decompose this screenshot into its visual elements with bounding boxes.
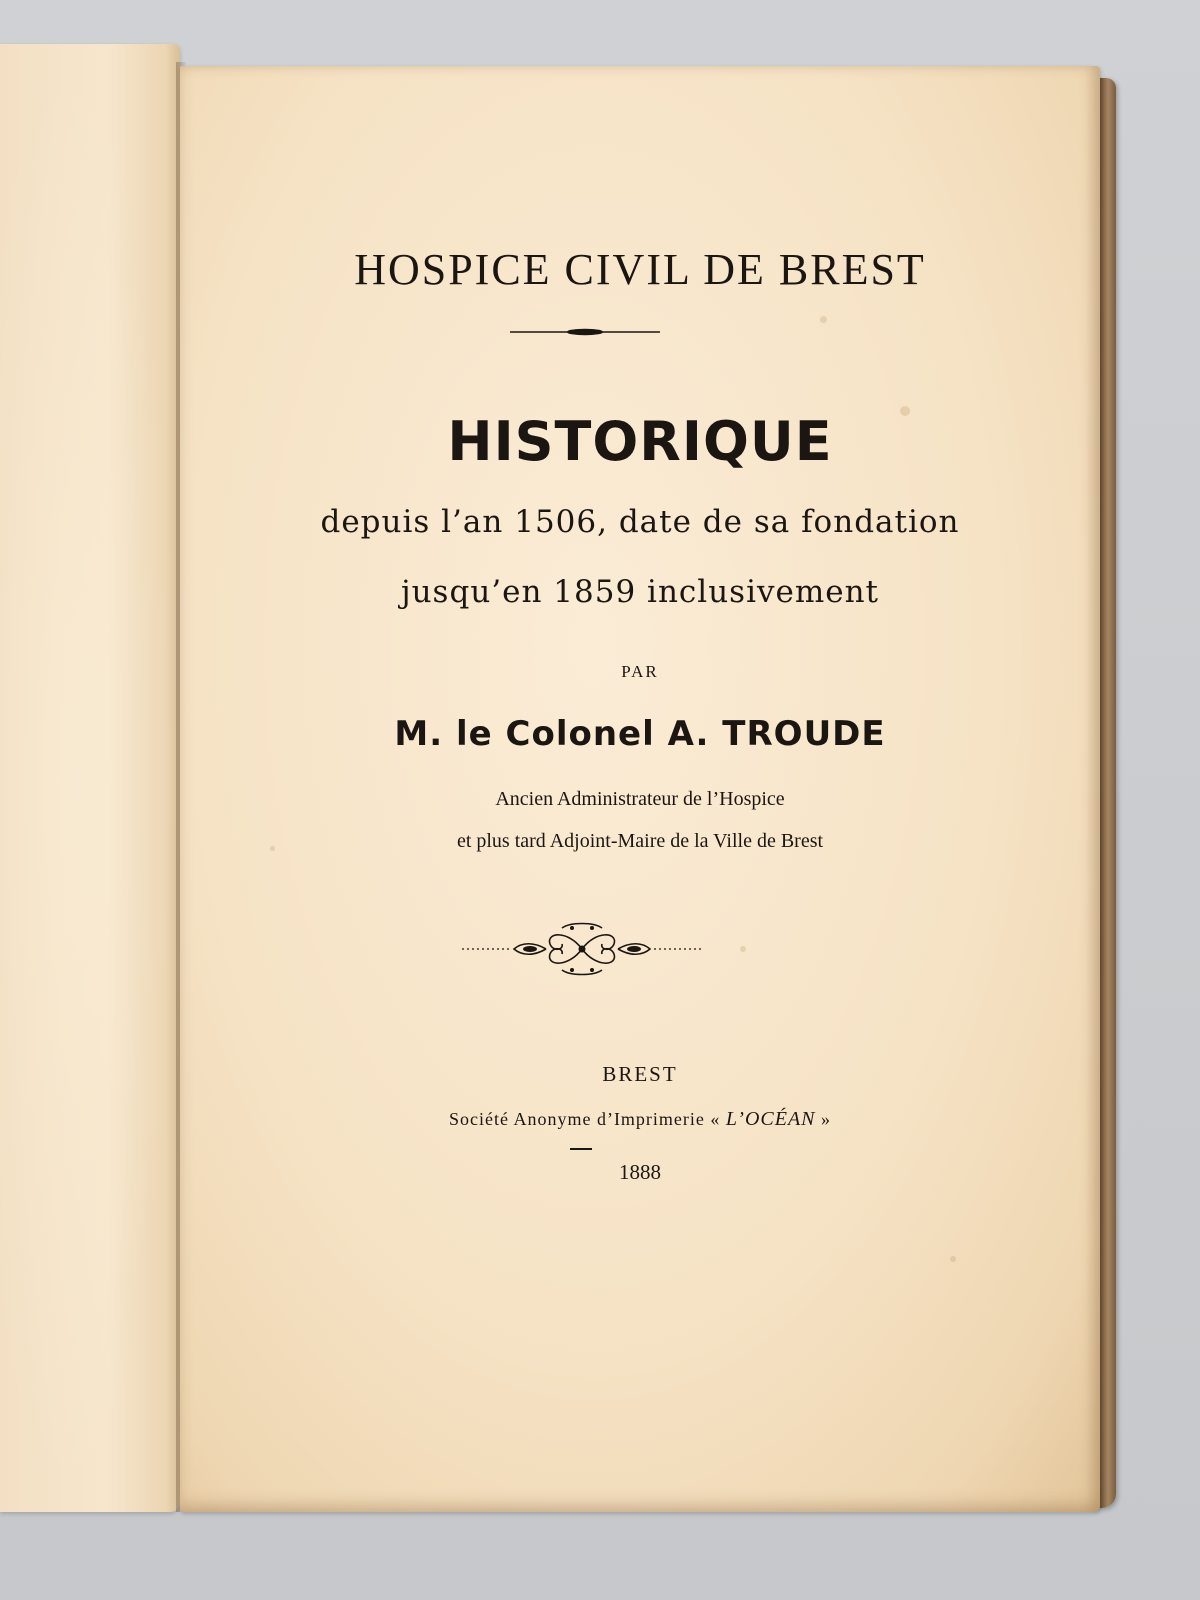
publication-city: BREST xyxy=(602,1062,678,1086)
institution-heading: HOSPICE CIVIL DE BREST xyxy=(354,245,926,294)
subtitle-line-2: jusqu’en 1859 inclusivement xyxy=(400,574,880,610)
title-page xyxy=(180,66,1100,1512)
printer-name: L’OCÉAN xyxy=(725,1108,816,1130)
ornamental-rule xyxy=(510,328,660,336)
publication-year: 1888 xyxy=(619,1160,661,1184)
main-title: HISTORIQUE xyxy=(447,410,833,473)
subtitle-line-1: depuis l’an 1506, date de sa fondation xyxy=(320,504,960,540)
short-rule xyxy=(570,1148,592,1150)
printer-line xyxy=(180,1108,1100,1131)
author-role-line-1: Ancien Administrateur de l’Hospice xyxy=(495,788,785,810)
left-page xyxy=(0,44,180,1512)
author-role-line-2: et plus tard Adjoint-Maire de la Ville de Brest xyxy=(456,830,824,852)
printer-suffix: » xyxy=(815,1109,832,1129)
fleuron-ornament xyxy=(462,920,702,978)
printer-prefix: Société Anonyme d’Imprimerie « xyxy=(448,1109,726,1129)
author-name: M. le Colonel A. TROUDE xyxy=(394,714,886,754)
title-page-content xyxy=(180,66,1100,1512)
by-label: PAR xyxy=(621,662,659,681)
